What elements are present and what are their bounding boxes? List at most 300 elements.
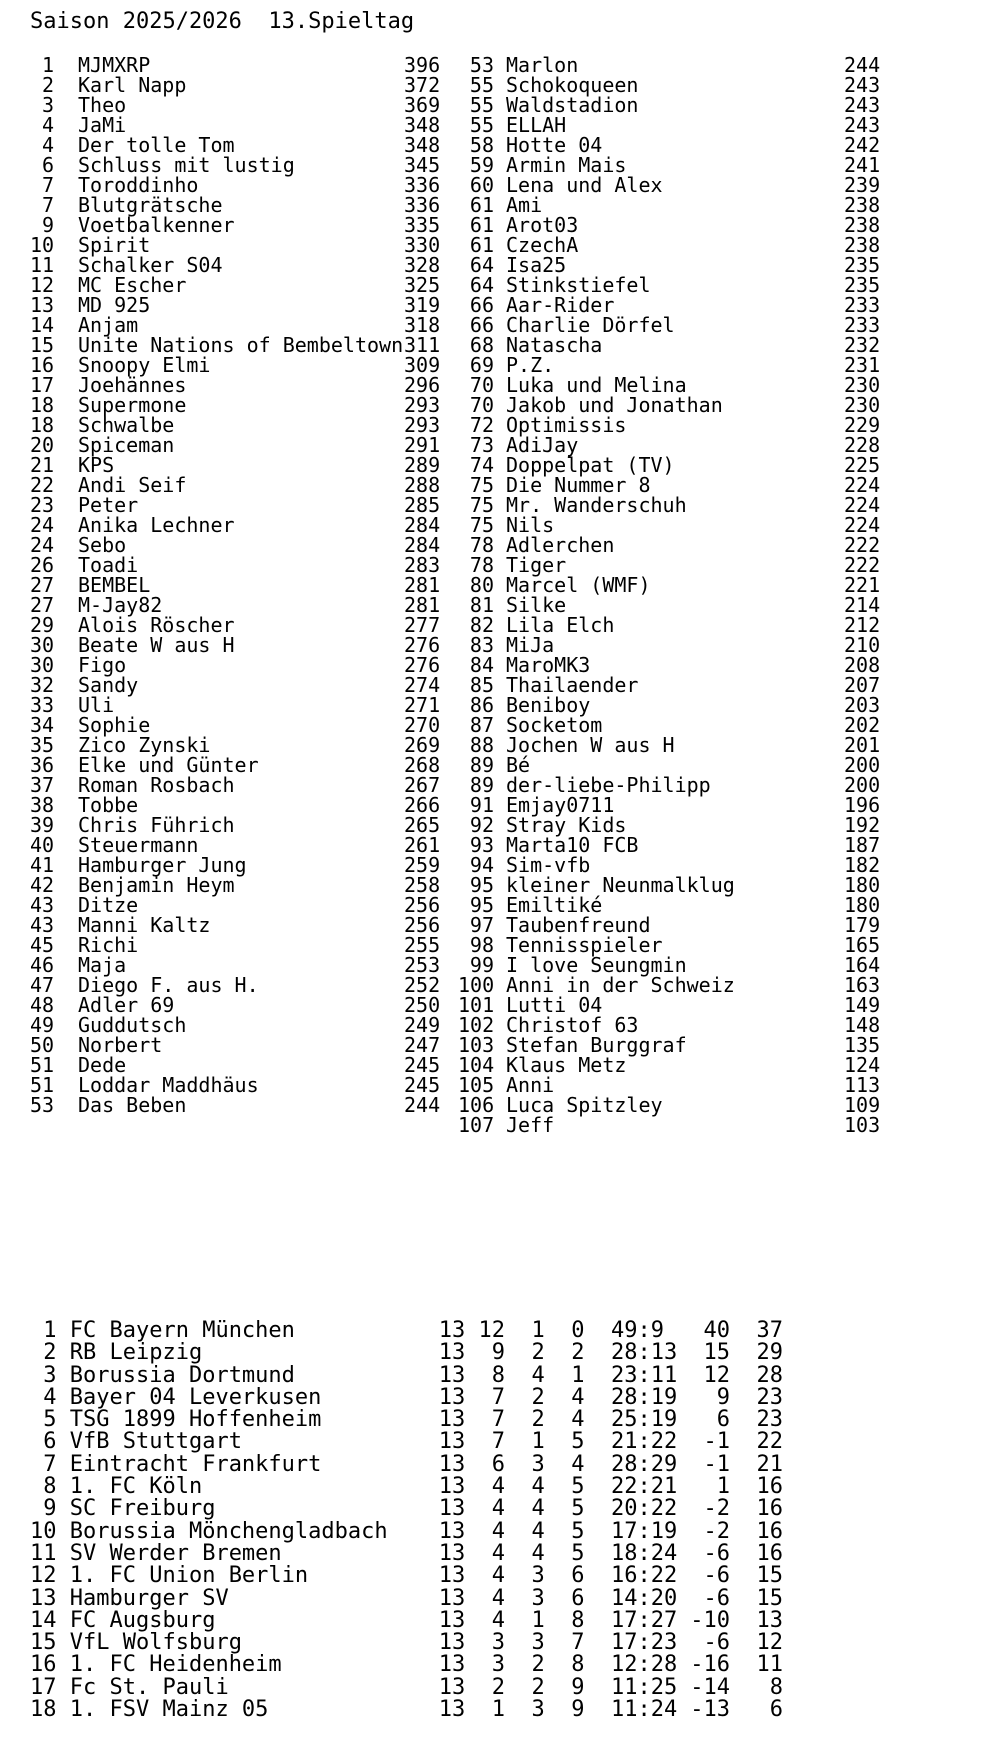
standings-row [458,175,880,195]
player-points: 235 [844,273,881,297]
standings-column-left [30,55,440,1135]
matches-played: 13 [438,1630,466,1656]
standings-row [30,775,440,795]
player-rank: 59 [469,153,494,177]
player-points: 210 [844,633,881,657]
player-points: 281 [404,593,441,617]
team-name: Fc St. Pauli [69,1674,229,1700]
table-row [30,1409,783,1431]
spacer [57,1387,70,1409]
player-points: 276 [404,633,441,657]
player-name: Alois Röscher [78,613,235,637]
player-name: Zico Zynski [78,733,211,757]
player-points: 271 [404,693,441,717]
player-points: 113 [844,1073,881,1097]
spacer [54,515,78,535]
spacer [54,355,78,375]
player-rank: 61 [469,213,494,237]
player-name: Die Nummer 8 [506,473,651,497]
goal-difference: -6 [703,1563,730,1589]
player-rank: 106 [458,1093,495,1117]
matches-drawn: 2 [531,1384,545,1410]
goal-ratio: 17:19 [611,1518,678,1544]
player-rank: 84 [469,653,494,677]
player-name: Klaus Metz [506,1053,627,1077]
player-points: 266 [404,793,441,817]
standings-row [458,475,880,495]
player-rank: 105 [458,1073,495,1097]
team-name: RB Leipzig [69,1340,203,1366]
team-name: 1. FSV Mainz 05 [69,1697,269,1723]
standings-row [30,335,440,355]
team-points: 37 [756,1318,783,1343]
team-name: VfL Wolfsburg [69,1630,242,1656]
spacer [54,115,78,135]
spacer [494,515,506,535]
player-rank: 42 [30,873,55,897]
spacer [494,255,506,275]
player-rank: 39 [30,813,55,837]
standings-row [458,455,880,475]
player-points: 228 [844,433,881,457]
goal-difference: 12 [703,1362,730,1388]
standings-row [30,715,440,735]
player-rank: 37 [30,773,55,797]
player-points: 243 [844,113,881,137]
player-rank: 4 [41,133,54,157]
standings-column-right [458,55,880,1135]
matches-won: 7 [491,1407,505,1433]
player-name: Christof 63 [506,1013,639,1037]
spacer [54,75,78,95]
standings-row [30,255,440,275]
player-name: Schwalbe [78,413,175,437]
player-points: 281 [404,573,441,597]
table-row [30,1476,783,1498]
matches-played: 13 [438,1407,466,1433]
player-points: 222 [844,553,881,577]
team-rank: 10 [30,1518,57,1544]
player-points: 224 [844,493,881,517]
spacer [57,1543,70,1565]
player-points: 255 [404,933,441,957]
matches-played: 13 [438,1362,466,1388]
player-name: Taubenfreund [506,913,651,937]
matches-won: 2 [491,1674,505,1700]
standings-row [30,1095,440,1115]
spacer [494,455,506,475]
player-points: 244 [404,1093,441,1117]
player-points: 319 [404,293,441,317]
player-name: I love Seungmin [506,953,687,977]
spacer [54,975,78,995]
standings-row [458,275,880,295]
standings-row [30,75,440,95]
matches-lost: 4 [571,1451,585,1477]
player-rank: 97 [469,913,494,937]
standings-row [458,535,880,555]
player-rank: 91 [469,793,494,817]
spacer [54,1075,78,1095]
player-rank: 61 [469,233,494,257]
player-rank: 102 [458,1013,495,1037]
matches-won: 9 [491,1340,505,1366]
matches-lost: 8 [571,1652,585,1678]
player-points: 336 [404,193,441,217]
player-points: 285 [404,493,441,517]
player-rank: 70 [469,393,494,417]
player-rank: 75 [469,473,494,497]
player-points: 247 [404,1033,441,1057]
player-points: 225 [844,453,881,477]
standings-row [30,935,440,955]
player-name: Beate W aus H [78,633,235,657]
matches-drawn: 3 [531,1585,545,1611]
matches-played: 13 [438,1652,466,1678]
standings-row [458,95,880,115]
player-points: 284 [404,533,441,557]
matches-won: 8 [491,1362,505,1388]
player-rank: 70 [469,373,494,397]
player-rank: 51 [30,1053,55,1077]
standings-row [458,935,880,955]
spacer [494,295,506,315]
standings-row [458,795,880,815]
player-points: 165 [844,933,881,957]
spacer [54,695,78,715]
player-name: Steuermann [78,833,199,857]
player-name: Hamburger Jung [78,853,247,877]
goal-ratio: 17:27 [611,1607,678,1633]
table-row [30,1498,783,1520]
goal-difference: -2 [703,1518,730,1544]
spacer [57,1610,70,1632]
standings-row [30,895,440,915]
standings-row [30,875,440,895]
player-rank: 55 [469,113,494,137]
player-name: Jeff [506,1113,555,1137]
spacer [54,435,78,455]
goal-ratio: 23:11 [611,1362,678,1388]
player-points: 309 [404,353,441,377]
team-rank: 1 [43,1318,57,1343]
player-rank: 20 [30,433,55,457]
standings-row [30,555,440,575]
player-rank: 23 [30,493,55,517]
player-rank: 36 [30,753,55,777]
player-name: Aar-Rider [506,293,615,317]
matches-played: 13 [438,1451,466,1477]
standings-row [458,515,880,535]
player-points: 318 [404,313,441,337]
player-name: Dede [78,1053,127,1077]
spacer [54,175,78,195]
spacer [494,195,506,215]
spacer [57,1365,70,1387]
player-points: 135 [844,1033,881,1057]
player-rank: 47 [30,973,55,997]
table-row [30,1654,783,1676]
player-rank: 73 [469,433,494,457]
player-points: 296 [404,373,441,397]
standings-row [458,775,880,795]
spacer [494,655,506,675]
player-rank: 12 [30,273,55,297]
player-points: 270 [404,713,441,737]
matches-drawn: 3 [531,1697,545,1723]
player-rank: 87 [469,713,494,737]
standings-row [30,495,440,515]
player-name: Luka und Melina [506,373,687,397]
player-name: Guddutsch [78,1013,187,1037]
player-name: Tobbe [78,793,139,817]
standings-row [458,1095,880,1115]
goal-difference: -6 [703,1540,730,1566]
matches-drawn: 4 [531,1362,545,1388]
standings-row [30,735,440,755]
player-name: Beniboy [506,693,591,717]
player-points: 245 [404,1073,441,1097]
player-name: Charlie Dörfel [506,313,675,337]
standings-row [458,655,880,675]
player-rank: 45 [30,933,55,957]
standings-row [30,215,440,235]
spacer [494,815,506,835]
team-rank: 5 [43,1407,57,1433]
goal-ratio: 21:22 [611,1429,678,1455]
player-name: Joehännes [78,373,187,397]
standings-row [30,955,440,975]
matches-played: 13 [438,1540,466,1566]
spacer [494,115,506,135]
spacer [54,335,78,355]
player-points: 241 [844,153,881,177]
spacer [494,1095,506,1115]
player-name: Emiltiké [506,893,603,917]
player-rank: 51 [30,1073,55,1097]
goal-difference: -2 [703,1496,730,1522]
team-name: VfB Stuttgart [69,1429,242,1455]
matches-drawn: 4 [531,1496,545,1522]
player-rank: 32 [30,673,55,697]
standings-row [458,755,880,775]
player-name: Schokoqueen [506,73,639,97]
spacer [494,1055,506,1075]
team-points: 23 [756,1384,783,1410]
player-points: 243 [844,93,881,117]
player-name: Nils [506,513,555,537]
team-rank: 8 [43,1474,57,1500]
team-name: Eintracht Frankfurt [69,1451,322,1477]
player-name: Toroddinho [78,173,199,197]
standings-row [30,995,440,1015]
player-points: 261 [404,833,441,857]
spacer [57,1588,70,1610]
standings-row [30,195,440,215]
spacer [54,375,78,395]
player-rank: 64 [469,253,494,277]
matches-lost: 9 [571,1697,585,1723]
matches-lost: 9 [571,1674,585,1700]
matches-won: 3 [491,1630,505,1656]
spacer [54,655,78,675]
goal-difference: -1 [703,1451,730,1477]
spacer [54,415,78,435]
spacer [54,835,78,855]
spacer [494,1115,506,1135]
player-name: Blutgrätsche [78,193,223,217]
player-points: 243 [844,73,881,97]
standings-row [30,115,440,135]
player-standings [30,55,880,1135]
player-points: 245 [404,1053,441,1077]
spacer [54,95,78,115]
player-points: 277 [404,613,441,637]
spacer [494,215,506,235]
standings-row [458,915,880,935]
standings-row [30,635,440,655]
standings-row [458,955,880,975]
standings-row [30,355,440,375]
team-points: 22 [756,1429,783,1455]
player-rank: 24 [30,513,55,537]
player-name: Supermone [78,393,187,417]
player-name: Optimissis [506,413,627,437]
player-points: 124 [844,1053,881,1077]
matches-drawn: 4 [531,1518,545,1544]
player-points: 244 [844,53,881,77]
player-rank: 18 [30,413,55,437]
player-rank: 78 [469,533,494,557]
player-rank: 15 [30,333,55,357]
spacer [494,875,506,895]
matches-drawn: 1 [531,1318,545,1343]
spacer [54,855,78,875]
table-row [30,1699,783,1721]
goal-difference: -1 [703,1429,730,1455]
spacer [494,915,506,935]
matches-lost: 4 [571,1407,585,1433]
spacer [494,375,506,395]
player-name: Benjamin Heym [78,873,235,897]
player-rank: 93 [469,833,494,857]
matches-played: 13 [438,1340,466,1366]
spacer [54,955,78,975]
spacer [494,735,506,755]
player-name: Elke und Günter [78,753,259,777]
standings-row [458,1075,880,1095]
matches-played: 13 [438,1585,466,1611]
spacer [494,695,506,715]
player-name: Toadi [78,553,139,577]
player-name: Uli [78,693,115,717]
team-name: FC Augsburg [69,1607,216,1633]
player-name: Adler 69 [78,993,175,1017]
player-name: Marcel (WMF) [506,573,651,597]
player-name: Voetbalkenner [78,213,235,237]
player-points: 335 [404,213,441,237]
standings-row [458,595,880,615]
player-points: 267 [404,773,441,797]
player-name: MiJa [506,633,555,657]
team-points: 15 [756,1563,783,1589]
team-name: 1. FC Köln [69,1474,203,1500]
player-points: 214 [844,593,881,617]
spacer [54,755,78,775]
player-name: Waldstadion [506,93,639,117]
player-points: 284 [404,513,441,537]
player-name: Armin Mais [506,153,627,177]
player-points: 348 [404,113,441,137]
player-points: 224 [844,473,881,497]
matches-played: 13 [438,1318,466,1343]
goal-difference: 1 [716,1474,730,1500]
player-name: Lena und Alex [506,173,663,197]
matches-lost: 6 [571,1585,585,1611]
standings-row [458,495,880,515]
player-rank: 66 [469,313,494,337]
spacer [494,835,506,855]
spacer [494,335,506,355]
player-name: Richi [78,933,139,957]
spacer [54,575,78,595]
standings-row [458,1055,880,1075]
spacer [54,1055,78,1075]
matches-drawn: 3 [531,1563,545,1589]
player-name: Lila Elch [506,613,615,637]
spacer [54,895,78,915]
table-row [30,1384,783,1410]
spacer [54,195,78,215]
matches-won: 4 [491,1540,505,1566]
standings-row [458,335,880,355]
goal-difference: -6 [703,1630,730,1656]
player-points: 196 [844,793,881,817]
standings-row [458,815,880,835]
standings-row [458,675,880,695]
player-rank: 18 [30,393,55,417]
standings-row [30,795,440,815]
player-rank: 85 [469,673,494,697]
matches-lost: 5 [571,1540,585,1566]
spacer [54,275,78,295]
player-name: Socketom [506,713,603,737]
standings-row [30,135,440,155]
standings-row [30,235,440,255]
standings-row [458,575,880,595]
player-rank: 4 [41,113,54,137]
player-name: MaroMK3 [506,653,591,677]
spacer [494,1035,506,1055]
spacer [494,995,506,1015]
spacer [494,795,506,815]
player-name: Das Beben [78,1093,187,1117]
player-rank: 78 [469,553,494,577]
standings-row [30,395,440,415]
goal-ratio: 28:13 [611,1340,678,1366]
player-rank: 92 [469,813,494,837]
player-name: Mr. Wanderschuh [506,493,687,517]
player-name: Stefan Burggraf [506,1033,687,1057]
standings-row [30,375,440,395]
spacer [54,475,78,495]
team-rank: 14 [30,1607,57,1633]
standings-row [458,55,880,75]
team-rank: 4 [43,1384,57,1410]
player-points: 293 [404,413,441,437]
matches-drawn: 1 [531,1607,545,1633]
player-points: 212 [844,613,881,637]
